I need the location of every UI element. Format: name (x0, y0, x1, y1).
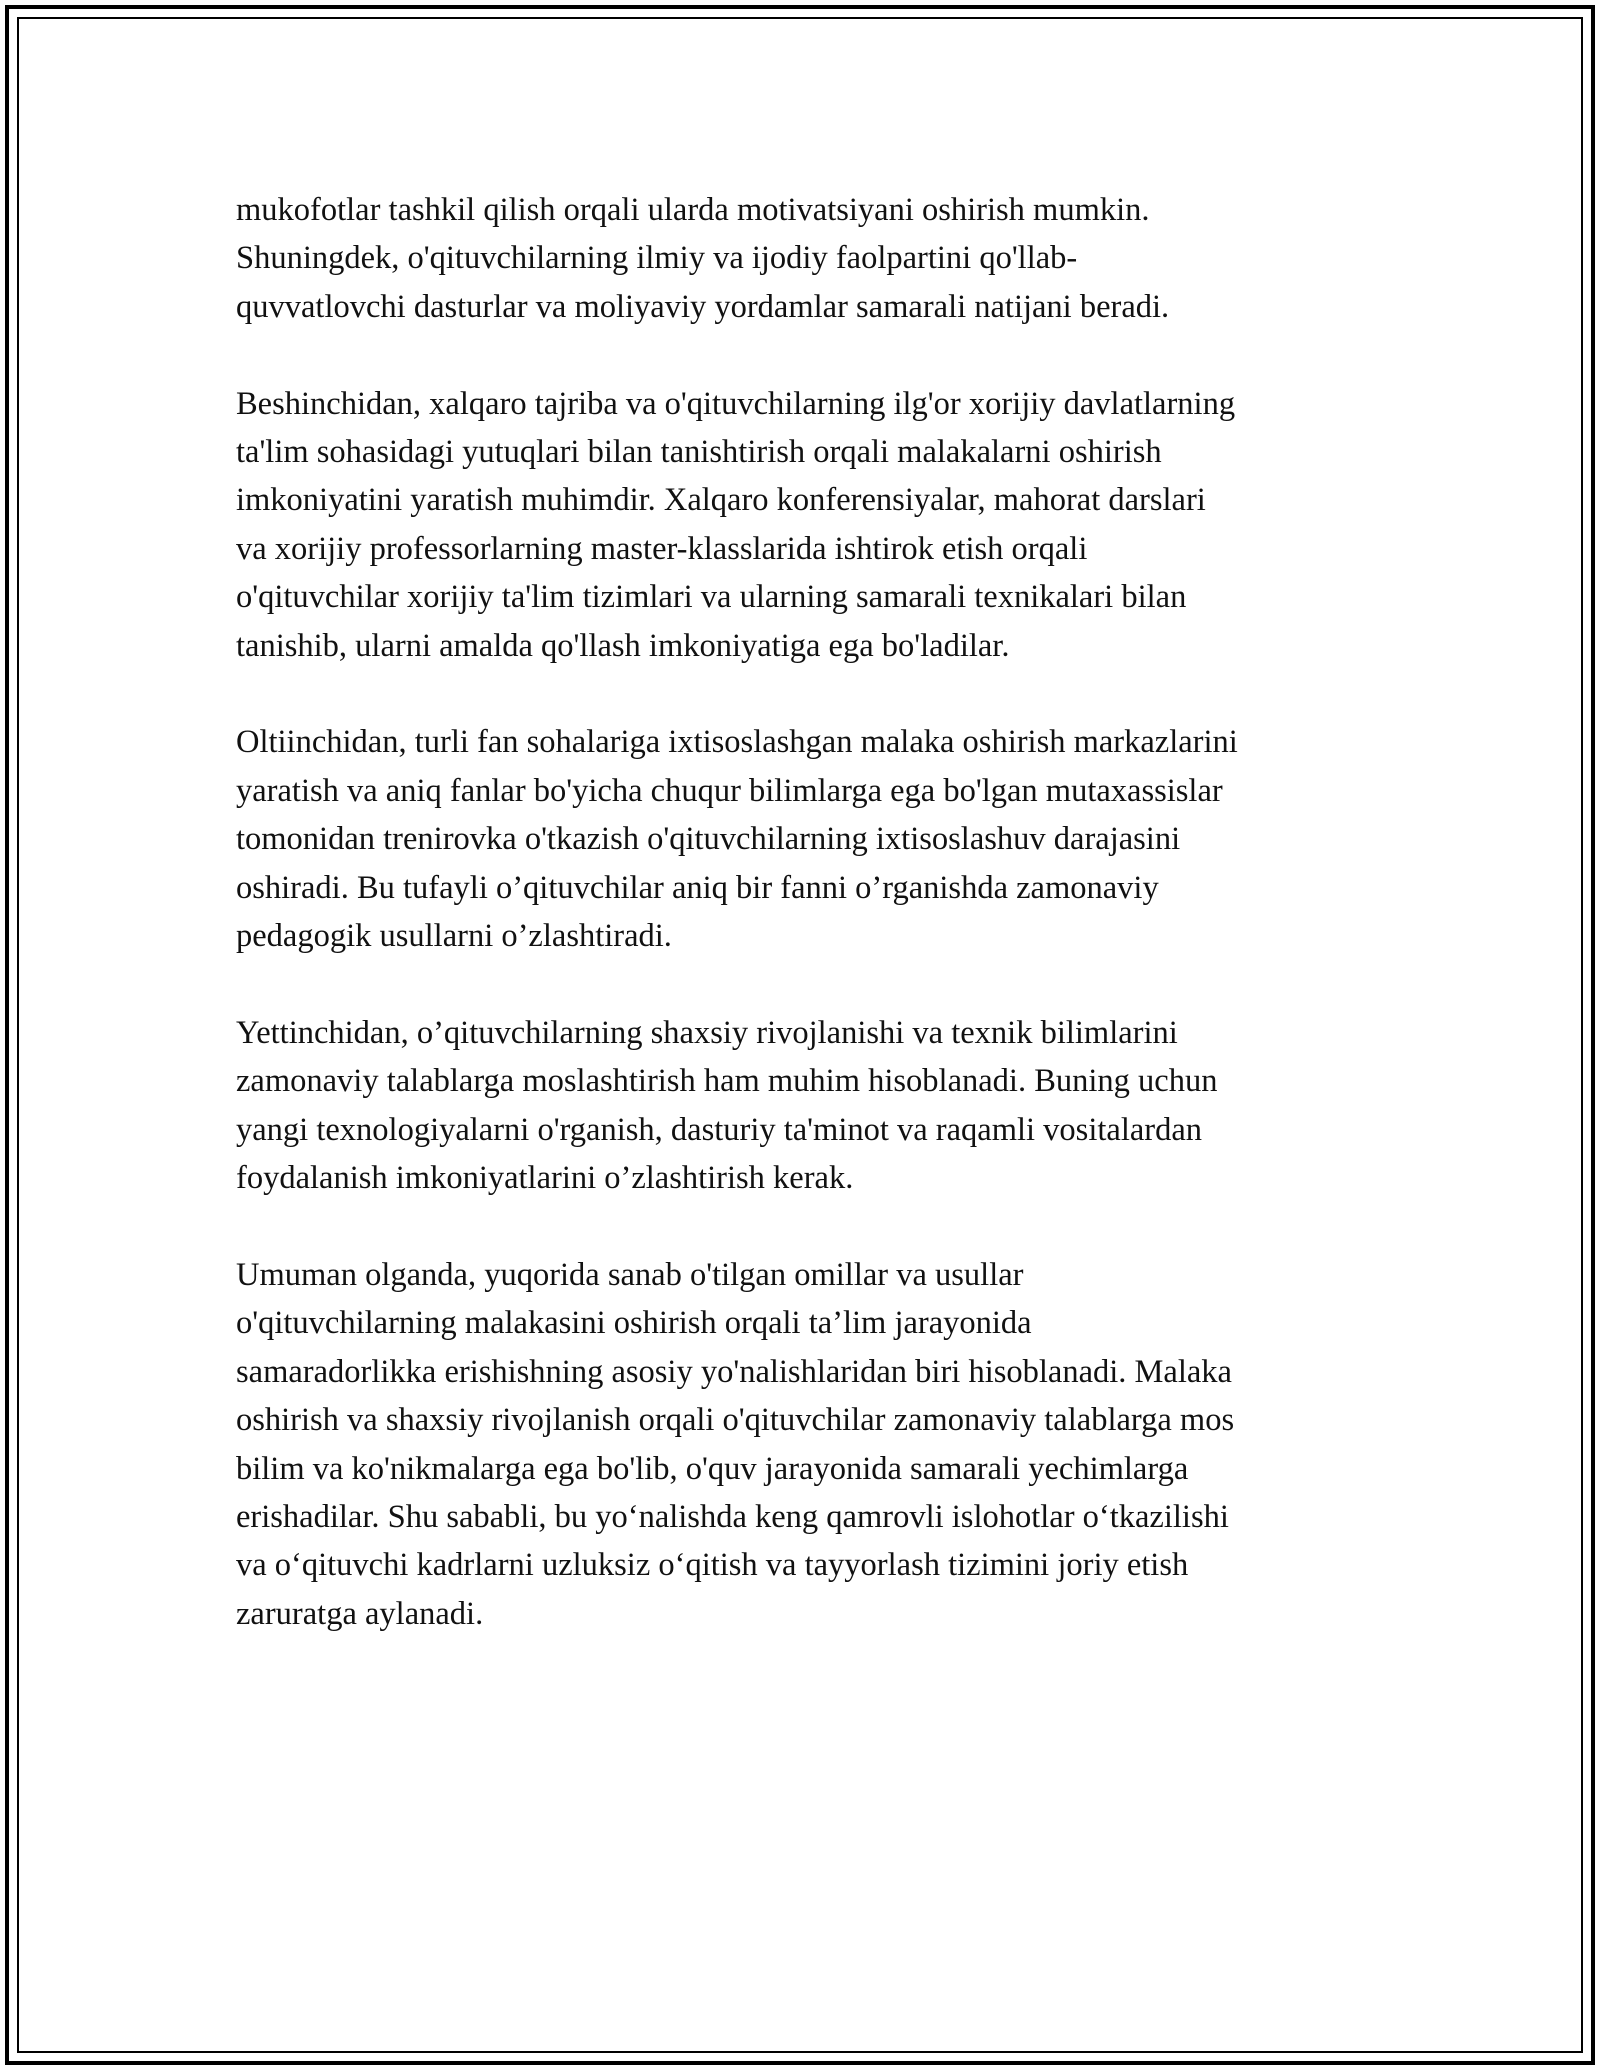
paragraph-sixth: Oltiinchidan, turli fan sohalariga ixtisoslashgan malaka oshirish markazlarini yaratish va aniq fanlar bo'yicha chuqur bilimlarga ega bo'lgan mutaxassislar tomonidan trenirovka o'tkazish o'qituvchilarning ixtisoslashuv darajasini oshiradi. Bu tufayli o’qituvchilar aniq bir fanni o’rganishda zamonaviy pedagogik usullarni o’zlashtiradi. (236, 724, 1238, 955)
paragraph-motivation: mukofotlar tashkil qilish orqali ularda motivatsiyani oshirish mumkin. Shuningdek, o'qituvchilarning ilmiy va ijodiy faolpartini qo'llab- quvvatlovchi dasturlar va moliyaviy yordamlar samarali natijani beradi. (236, 192, 1170, 325)
paragraph-seventh: Yettinchidan, o’qituvchilarning shaxsiy rivojlanishi va texnik bilimlarini zamonaviy talablarga moslashtirish ham muhim hisoblanadi. Buning uchun yangi texnologiyalarni o'rganish, dasturiy ta'minot va raqamli vositalardan foydalanish imkoniyatlarini o’zlashtirish kerak. (236, 1014, 1218, 1197)
document-body (236, 186, 1386, 1687)
paragraph-conclusion: Umuman olganda, yuqorida sanab o'tilgan omillar va usullar o'qituvchilarning malakasini oshirish orqali ta’lim jarayonida samaradorlikka erishishning asosiy yo'nalishlaridan biri hisoblanadi. Malaka oshirish va shaxsiy rivojlanish orqali o'qituvchilar zamonaviy talablarga mos bilim va ko'nikmalarga ega bo'lib, o'quv jarayonida samarali yechimlarga erishadilar. Shu sababli, bu yo‘nalishda keng qamrovli islohotlar o‘tkazilishi va o‘qituvchi kadrlarni uzluksiz o‘qitish va tayyorlash tizimini joriy etish zaruratga aylanadi. (236, 1256, 1235, 1632)
paragraph-fifth: Beshinchidan, xalqaro tajriba va o'qituvchilarning ilg'or xorijiy davlatlarning ta'lim sohasidagi yutuqlari bilan tanishtirish orqali malakalarni oshirish imkoniyatini yaratish muhimdir. Xalqaro konferensiyalar, mahorat darslari va xorijiy professorlarning master-klasslarida ishtirok etish orqali o'qituvchilar xorijiy ta'lim tizimlari va ularning samarali texnikalari bilan tanishib, ularni amalda qo'llash imkoniyatiga ega bo'ladilar. (236, 385, 1236, 664)
